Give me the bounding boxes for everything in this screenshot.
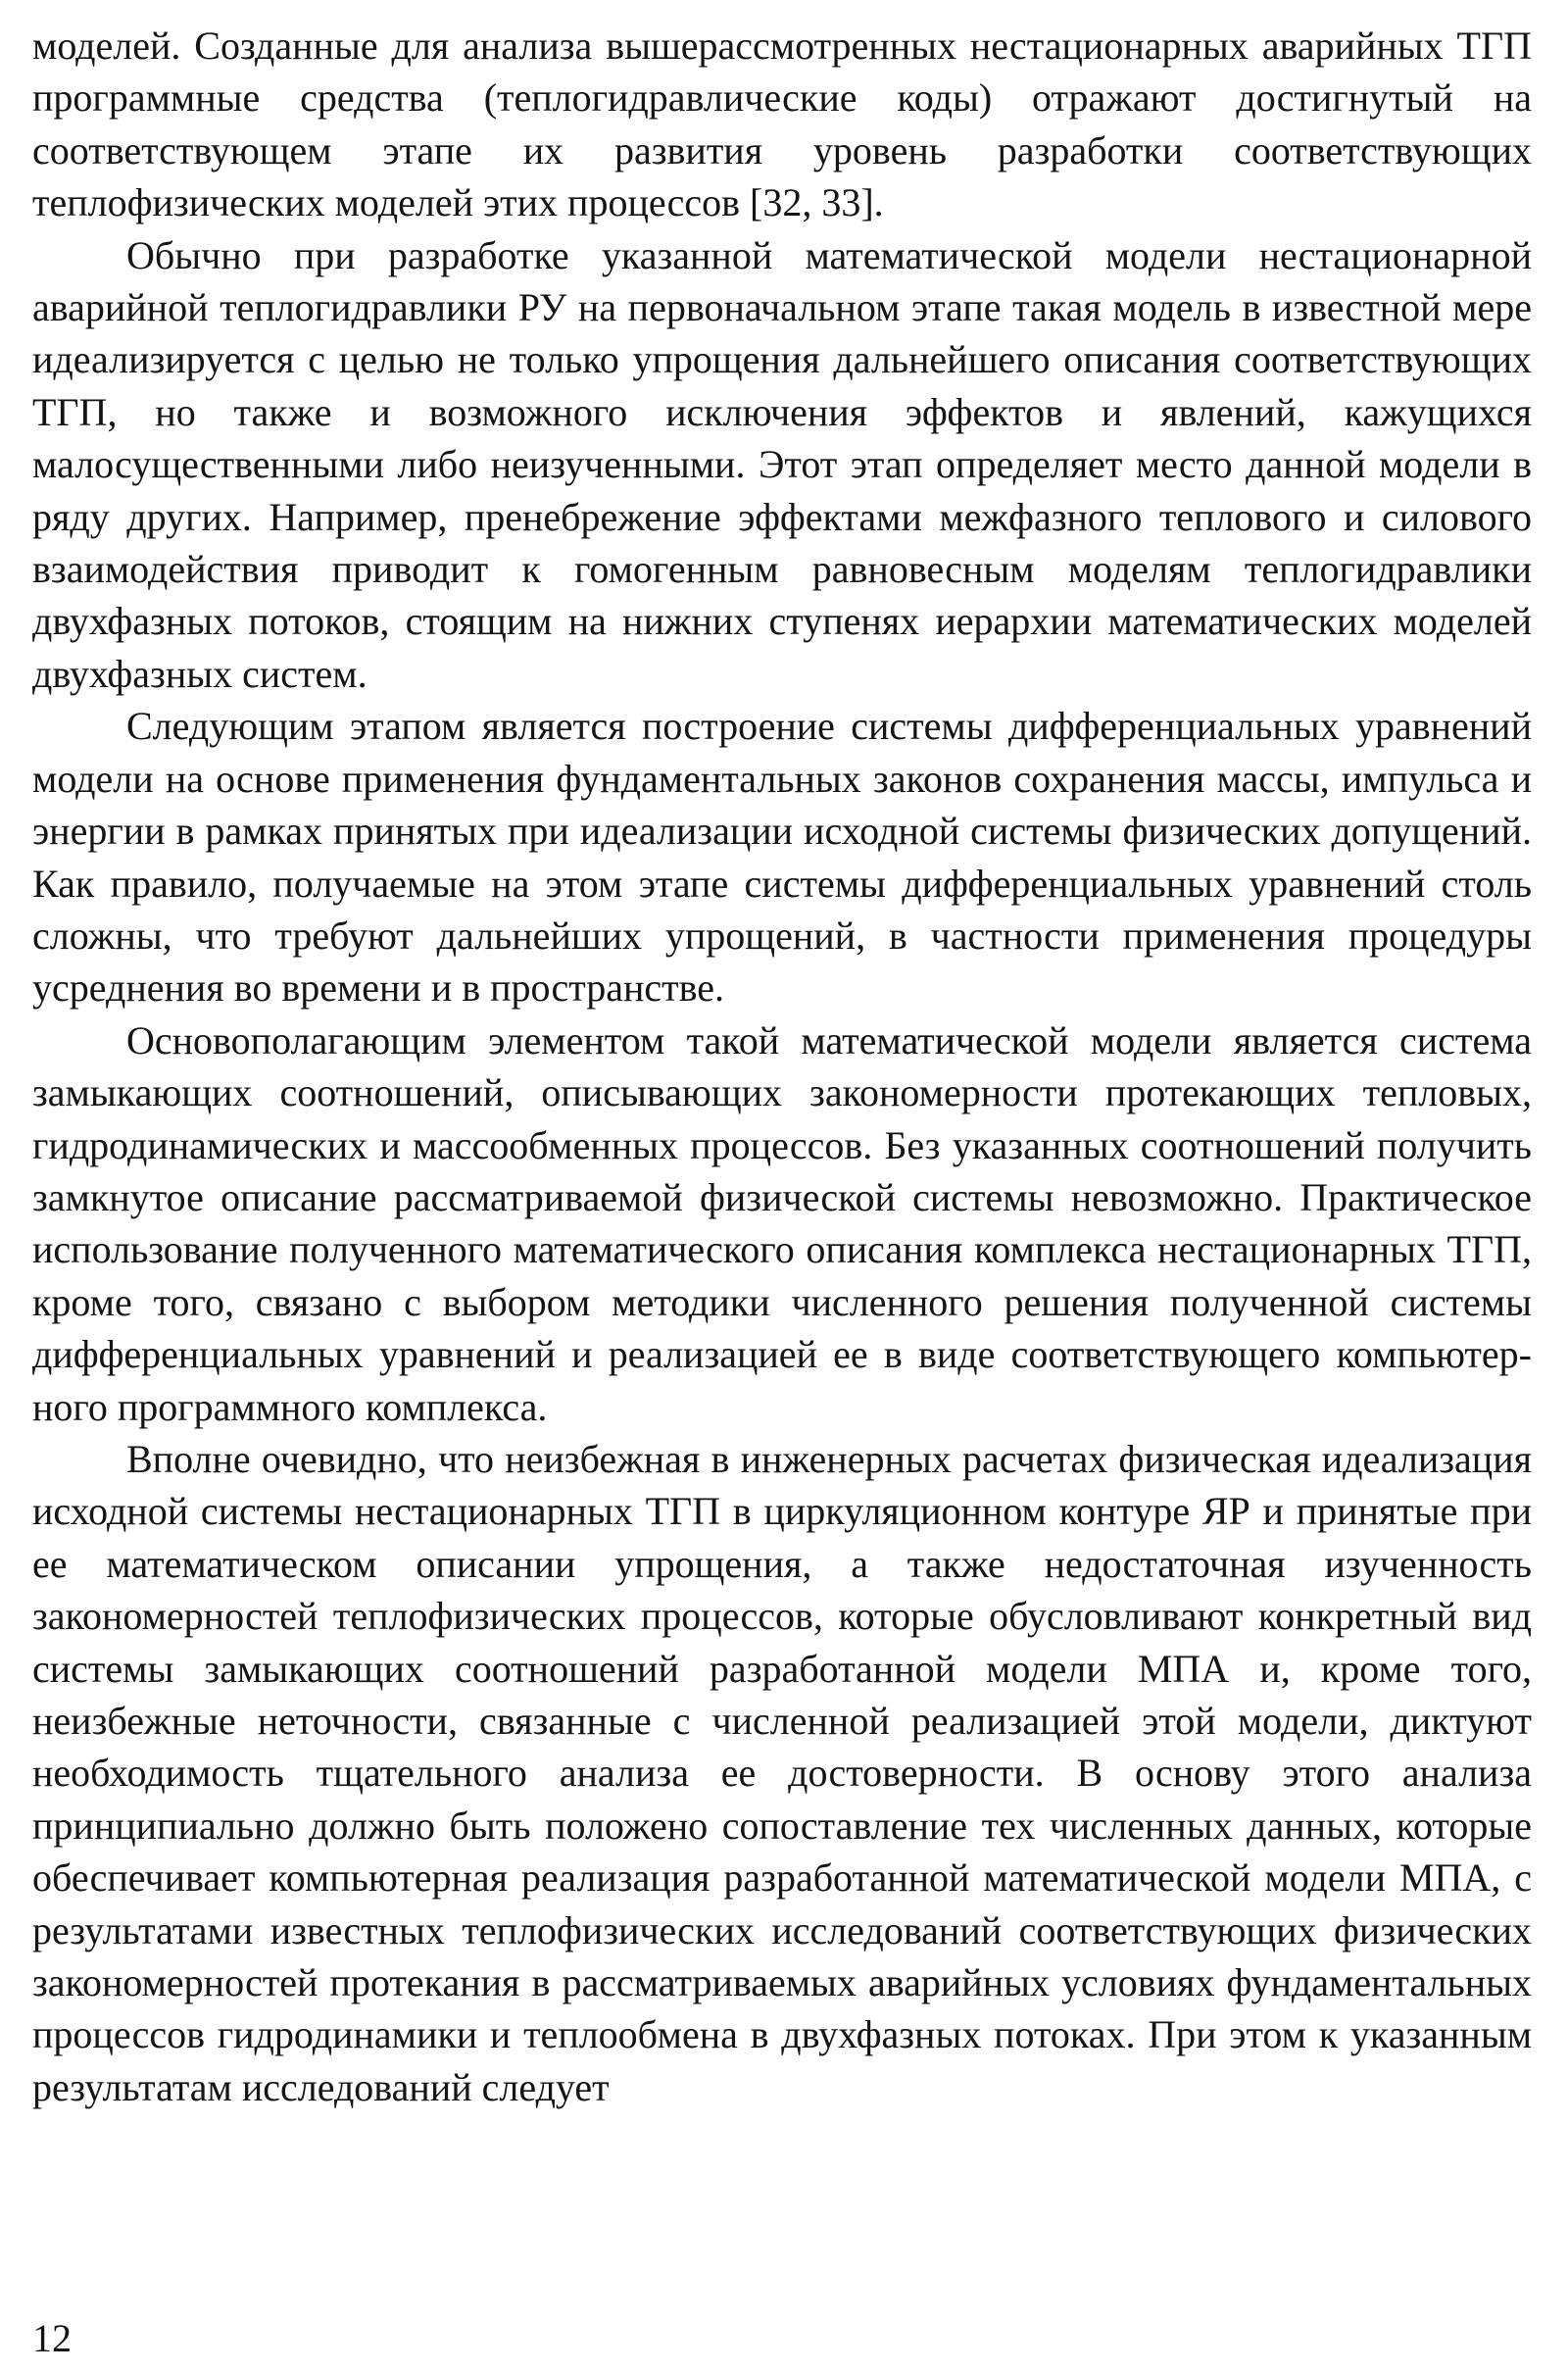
paragraph-3: Следующим этапом является построение системы дифференциальных уравнений модели на основе применения фундаментальных законов сохранения массы, импульса и энергии в рамках принятых при идеализации исходной системы физических допущений. Как правило, получаемые на этом этапе системы дифференциальных уравнений столь сложны, что требуют дальнейших упрощений, в частности применения процедуры усреднения во времени и в пространстве. bbox=[32, 704, 1532, 1011]
paragraph-5: Вполне очевидно, что неизбежная в инженерных расчетах физическая идеализация исходной системы нестационарных ТГП в циркуляционном контуре ЯР и принятые при ее математическом описании упрощения, а также недостаточная изученность закономерностей теплофизических процессов, которые обусловливают конкретный вид системы замыкающих соотношений разработанной модели МПА и, кроме того, неизбежные неточности, связанные с численной реализацией этой модели, диктуют необходимость тщательного анализа ее достоверности. В основу этого анализа принципиально должно быть положено сопоставление тех численных данных, которые обеспечивает компьютерная реализация разработанной математической модели МПА, с результатами известных теплофизических исследований соответствующих физических закономерностей протекания в рассматриваемых аварийных условиях фундаментальных процессов гидродинамики и теплообмена в двухфазных потоках. При этом к указанным результатам исследований следует bbox=[32, 1436, 1532, 2109]
page-body bbox=[32, 20, 1532, 2113]
paragraph-2: Обычно при разработке указанной математической модели нестационарной аварийной теплогидравлики РУ на первоначальном этапе такая модель в известной мере идеализируется с целью не только упрощения дальнейшего описания соответствующих ТГП, но также и возможного исключения эффектов и явлений, кажущихся малосущественными либо неизученными. Этот этап определяет место данной модели в ряду других. Например, пренебрежение эффектами межфазного теплового и силового взаимодействия приводит к гомогенным равновесным моделям теплогидравлики двухфазных потоков, стоящим на нижних ступенях иерархии математических моделей двухфазных систем. bbox=[32, 232, 1532, 696]
paragraph-1: моделей. Созданные для анализа вышерассмотренных нестационарных аварийных ТГП программные средства (теплогидравлические коды) отражают достигнутый на соответствующем этапе их развития уровень разработки соответствующих теплофизических моделей этих процессов [32, 33]. bbox=[32, 24, 1532, 225]
paragraph-4: Основополагающим элементом такой математической модели является система замыкающих соотношений, описывающих закономерности протекающих тепловых, гидродинамических и массообменных процессов. Без указанных соотношений получить замкнутое описание рассматриваемой физической системы невозможно. Практическое использование полученного математического описания комплекса нестационарных ТГП, кроме того, связано с выбором методики численного решения полученной системы дифференциальных уравнений и реализацией ее в виде соответствующего компьютерного программного комплекса. bbox=[32, 1017, 1532, 1429]
page-number: 12 bbox=[32, 2316, 72, 2360]
